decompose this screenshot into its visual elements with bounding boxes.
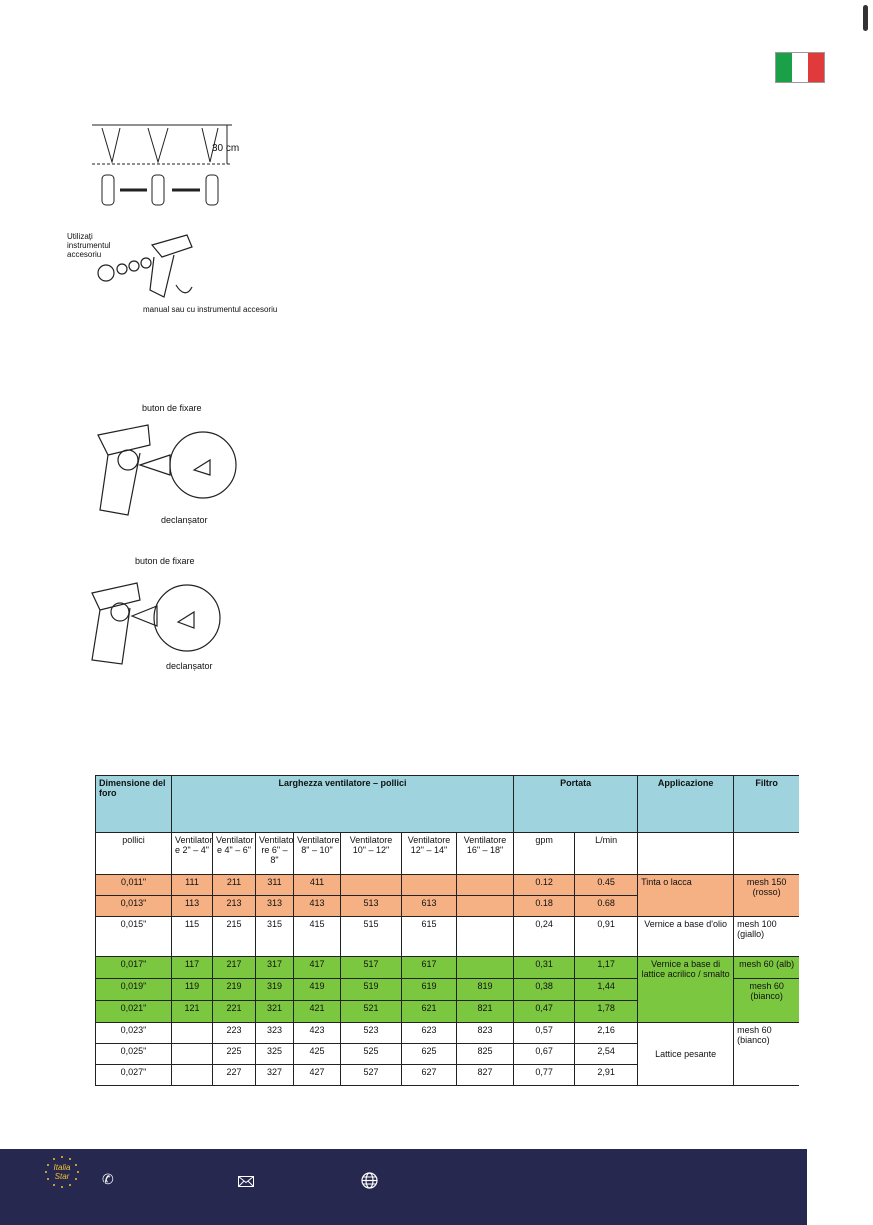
table-cell: 417 bbox=[294, 957, 341, 979]
table-cell: 223 bbox=[213, 1023, 256, 1044]
table-cell: 627 bbox=[402, 1065, 457, 1086]
gun-lock-illustration-1 bbox=[88, 415, 248, 525]
accessory-tool-label: Utilizați instrumentul accesoriu bbox=[67, 232, 111, 259]
table-cell: 515 bbox=[341, 917, 402, 957]
table-cell: 521 bbox=[341, 1001, 402, 1023]
table-cell: 413 bbox=[294, 896, 341, 917]
table-cell: 317 bbox=[256, 957, 294, 979]
table-cell: 619 bbox=[402, 979, 457, 1001]
table-cell: 211 bbox=[213, 875, 256, 896]
table-cell: 225 bbox=[213, 1044, 256, 1065]
table-cell: 525 bbox=[341, 1044, 402, 1065]
scrollbar-thumb[interactable] bbox=[863, 5, 868, 31]
table-cell: 2,16 bbox=[575, 1023, 638, 1044]
table-cell: 517 bbox=[341, 957, 402, 979]
table-row bbox=[96, 957, 800, 979]
table-cell: 227 bbox=[213, 1065, 256, 1086]
table-cell bbox=[341, 875, 402, 896]
header-filter: Filtro bbox=[734, 776, 799, 833]
table-cell bbox=[172, 1044, 213, 1065]
table-cell: 0,019" bbox=[96, 979, 172, 1001]
table-cell: 0,57 bbox=[514, 1023, 575, 1044]
application-cell: Tinta o lacca bbox=[638, 875, 734, 917]
italian-flag-icon bbox=[775, 52, 825, 83]
table-cell: 827 bbox=[457, 1065, 514, 1086]
application-cell: Lattice pesante bbox=[638, 1023, 734, 1086]
table-cell: 121 bbox=[172, 1001, 213, 1023]
table-cell: 319 bbox=[256, 979, 294, 1001]
table-cell: 0,027" bbox=[96, 1065, 172, 1086]
spray-distance-label: 30 cm bbox=[212, 143, 240, 154]
lock-button-label-2: buton de fixare bbox=[135, 556, 195, 566]
trigger-label-2: declanșator bbox=[166, 661, 213, 671]
table-cell: 327 bbox=[256, 1065, 294, 1086]
table-cell: 0,015" bbox=[96, 917, 172, 957]
vertical-scrollbar[interactable] bbox=[862, 5, 870, 1220]
table-cell: 423 bbox=[294, 1023, 341, 1044]
table-cell: 311 bbox=[256, 875, 294, 896]
table-cell: 313 bbox=[256, 896, 294, 917]
gun-disassembly-illustration bbox=[92, 225, 202, 305]
table-cell: 0,38 bbox=[514, 979, 575, 1001]
manual-tool-label: manual sau cu instrumentul accesoriu bbox=[143, 305, 278, 314]
table-cell: 621 bbox=[402, 1001, 457, 1023]
table-cell: 427 bbox=[294, 1065, 341, 1086]
table-cell: 325 bbox=[256, 1044, 294, 1065]
application-cell: Vernice a base d'olio bbox=[638, 917, 734, 957]
table-cell: 0.45 bbox=[575, 875, 638, 896]
subheader-cell: Ventilator e 2" – 4" bbox=[172, 833, 213, 875]
table-cell: 0,31 bbox=[514, 957, 575, 979]
table-cell: 411 bbox=[294, 875, 341, 896]
table-cell: 613 bbox=[402, 896, 457, 917]
filter-cell: mesh 60 (alb) bbox=[734, 957, 799, 979]
subheader-cell: Ventilatore 12" – 14" bbox=[402, 833, 457, 875]
table-cell: 513 bbox=[341, 896, 402, 917]
table-cell bbox=[457, 917, 514, 957]
table-cell bbox=[402, 875, 457, 896]
logo-text-2: Star bbox=[54, 1172, 70, 1181]
footer-bar bbox=[0, 1149, 807, 1225]
subheader-cell: L/min bbox=[575, 833, 638, 875]
filter-cell: mesh 100 (giallo) bbox=[734, 917, 799, 957]
table-cell: 425 bbox=[294, 1044, 341, 1065]
table-cell: 0,67 bbox=[514, 1044, 575, 1065]
table-cell: 415 bbox=[294, 917, 341, 957]
table-cell: 215 bbox=[213, 917, 256, 957]
header-fan-width: Larghezza ventilatore – pollici bbox=[172, 776, 514, 833]
globe-icon[interactable] bbox=[361, 1172, 378, 1189]
table-cell: 419 bbox=[294, 979, 341, 1001]
table-cell bbox=[457, 896, 514, 917]
subheader-row bbox=[96, 833, 800, 875]
logo-text-1: Italia bbox=[53, 1163, 71, 1172]
subheader-cell: pollici bbox=[96, 833, 172, 875]
header-orifice: Dimensione del foro bbox=[96, 776, 172, 833]
application-cell: Vernice a base di lattice acrilico / smalto bbox=[638, 957, 734, 1023]
header-application: Applicazione bbox=[638, 776, 734, 833]
subheader-cell: Ventilato re 6" – 8" bbox=[256, 833, 294, 875]
subheader-cell: gpm bbox=[514, 833, 575, 875]
table-cell: 2,54 bbox=[575, 1044, 638, 1065]
table-cell: 1,78 bbox=[575, 1001, 638, 1023]
table-cell: 119 bbox=[172, 979, 213, 1001]
table-row bbox=[96, 1023, 800, 1044]
table-cell: 519 bbox=[341, 979, 402, 1001]
table-cell: 0,023" bbox=[96, 1023, 172, 1044]
table-cell: 0,24 bbox=[514, 917, 575, 957]
table-cell: 0.68 bbox=[575, 896, 638, 917]
table-cell: 111 bbox=[172, 875, 213, 896]
table-cell: 523 bbox=[341, 1023, 402, 1044]
subheader-cell: Ventilator e 4" – 6" bbox=[213, 833, 256, 875]
subheader-cell bbox=[638, 833, 734, 875]
table-cell: 527 bbox=[341, 1065, 402, 1086]
table-cell: 823 bbox=[457, 1023, 514, 1044]
table-cell bbox=[172, 1023, 213, 1044]
table-cell bbox=[172, 1065, 213, 1086]
table-cell bbox=[457, 875, 514, 896]
table-cell: 0.12 bbox=[514, 875, 575, 896]
table-cell: 623 bbox=[402, 1023, 457, 1044]
filter-cell: mesh 60 (bianco) bbox=[734, 1023, 799, 1086]
table-cell: 115 bbox=[172, 917, 213, 957]
subheader-cell bbox=[734, 833, 799, 875]
table-cell: 825 bbox=[457, 1044, 514, 1065]
table-row bbox=[96, 875, 800, 896]
table-cell: 625 bbox=[402, 1044, 457, 1065]
table-cell: 323 bbox=[256, 1023, 294, 1044]
table-cell: 0,021" bbox=[96, 1001, 172, 1023]
table-cell: 0.18 bbox=[514, 896, 575, 917]
phone-icon[interactable]: ✆ bbox=[102, 1171, 114, 1187]
tip-selection-table bbox=[95, 775, 799, 1095]
italia-star-logo bbox=[43, 1155, 81, 1189]
subheader-cell: Ventilatore 10" – 12" bbox=[341, 833, 402, 875]
subheader-cell: Ventilatore 16" – 18" bbox=[457, 833, 514, 875]
table-cell: 617 bbox=[402, 957, 457, 979]
table-cell: 113 bbox=[172, 896, 213, 917]
table-cell: 219 bbox=[213, 979, 256, 1001]
trigger-label-1: declanșator bbox=[161, 515, 208, 525]
table-row bbox=[96, 917, 800, 957]
table-cell: 0,017" bbox=[96, 957, 172, 979]
table-cell: 0,025" bbox=[96, 1044, 172, 1065]
header-flow: Portata bbox=[514, 776, 638, 833]
mail-icon[interactable] bbox=[238, 1176, 254, 1187]
table-cell: 0,91 bbox=[575, 917, 638, 957]
filter-cell: mesh 60 (bianco) bbox=[734, 979, 799, 1023]
table-cell: 0,77 bbox=[514, 1065, 575, 1086]
table-cell: 0,011" bbox=[96, 875, 172, 896]
table-cell: 2,91 bbox=[575, 1065, 638, 1086]
table-cell: 0,47 bbox=[514, 1001, 575, 1023]
filter-cell: mesh 150 (rosso) bbox=[734, 875, 799, 917]
table-cell: 421 bbox=[294, 1001, 341, 1023]
table-cell: 0,013" bbox=[96, 896, 172, 917]
table-cell: 615 bbox=[402, 917, 457, 957]
table-cell: 315 bbox=[256, 917, 294, 957]
table-cell: 217 bbox=[213, 957, 256, 979]
table-cell: 821 bbox=[457, 1001, 514, 1023]
table-cell: 321 bbox=[256, 1001, 294, 1023]
subheader-cell: Ventilatore 8" – 10" bbox=[294, 833, 341, 875]
spray-distance-illustration bbox=[92, 120, 252, 215]
table-cell: 1,44 bbox=[575, 979, 638, 1001]
table-cell: 117 bbox=[172, 957, 213, 979]
gun-lock-illustration-2 bbox=[82, 568, 242, 673]
table-cell: 221 bbox=[213, 1001, 256, 1023]
lock-button-label-1: buton de fixare bbox=[142, 403, 202, 413]
table-cell bbox=[457, 957, 514, 979]
table-cell: 213 bbox=[213, 896, 256, 917]
table-cell: 819 bbox=[457, 979, 514, 1001]
table-cell: 1,17 bbox=[575, 957, 638, 979]
